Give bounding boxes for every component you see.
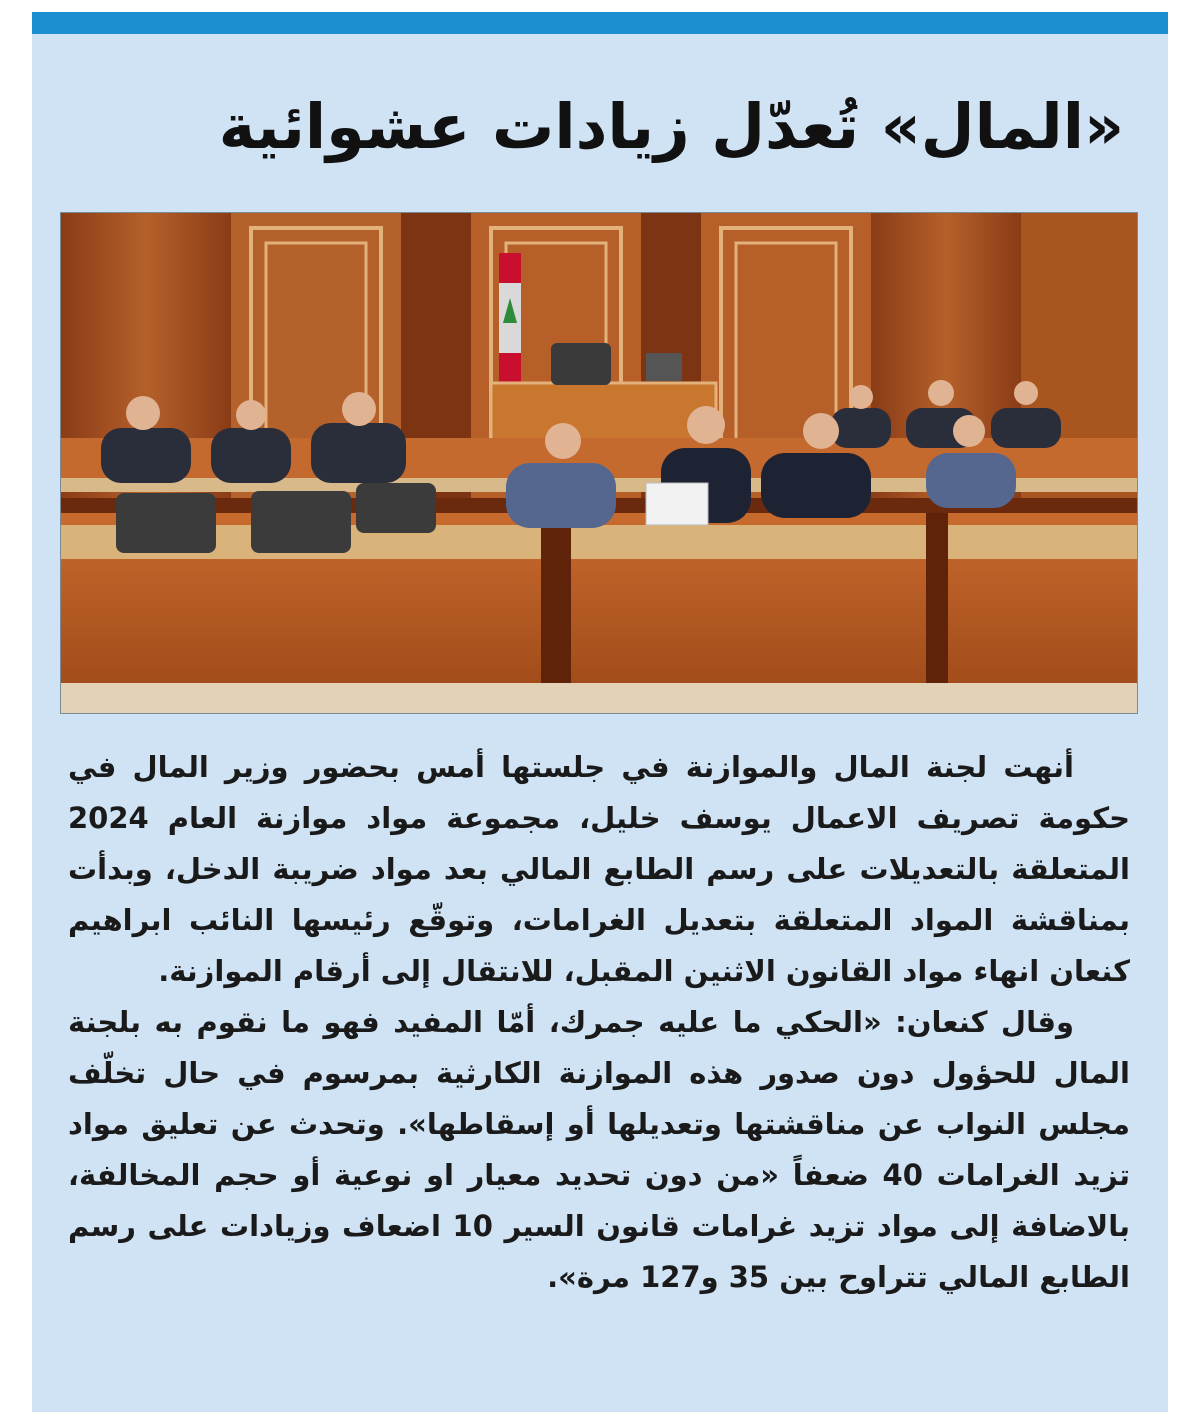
article-card xyxy=(32,12,1168,1412)
article-paragraph: وقال كنعان: «الحكي ما عليه جمرك، أمّا المفيد فهو ما نقوم به بلجنة المال للحؤول دون صدور هذه الموازنة الكارثية بمرسوم في حال تخلّف مجلس النواب عن مناقشتها وتعديلها أو إسقاطها». وتحدث عن تعليق مواد تزيد الغرامات 40 ضعفاً «من دون تحديد معيار او نوعية أو حجم المخالفة، بالاضافة إلى مواد تزيد غرامات قانون السير 10 اضعاف وزيادات على رسم الطابع المالي تتراوح بين 35 و127 مرة». xyxy=(68,1005,1130,1294)
meeting-photo-illustration xyxy=(61,213,1137,713)
accent-bar xyxy=(32,12,1168,34)
committee-meeting-photo xyxy=(60,212,1138,714)
headline: «المال» تُعدّل زيادات عشوائية xyxy=(218,90,1124,163)
article-body xyxy=(68,742,1130,1303)
article-paragraph: أنهت لجنة المال والموازنة في جلستها أمس بحضور وزير المال في حكومة تصريف الاعمال يوسف خليل، مجموعة مواد موازنة العام 2024 المتعلقة بالتعديلات على رسم الطابع المالي بعد مواد ضريبة الدخل، وبدأت بمناقشة المواد المتعلقة بتعديل الغرامات، وتوقّع رئيسها النائب ابراهيم كنعان انهاء مواد القانون الاثنين المقبل، للانتقال إلى أرقام الموازنة. xyxy=(68,750,1130,988)
